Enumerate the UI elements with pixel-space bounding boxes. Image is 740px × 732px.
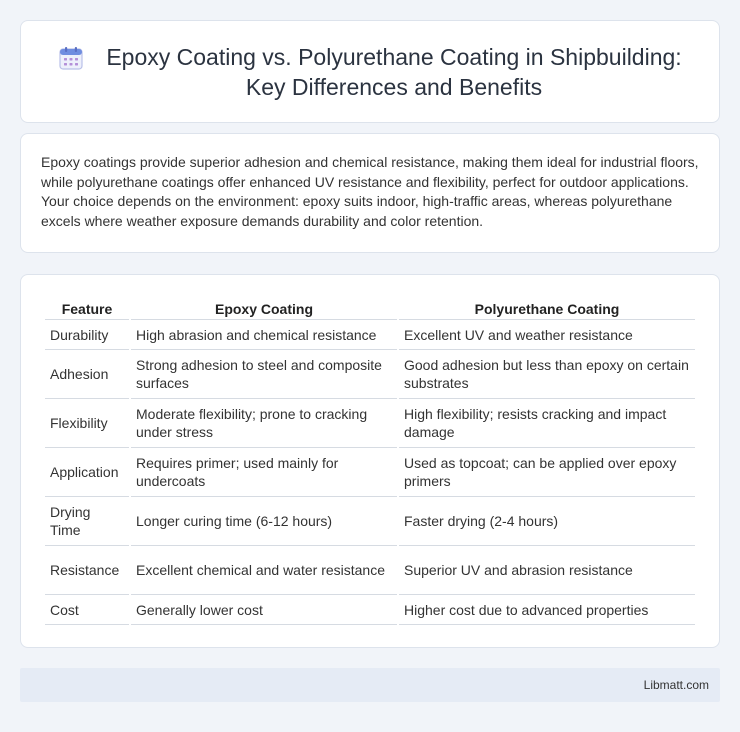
epoxy-cell: Longer curing time (6-12 hours)	[131, 497, 397, 546]
epoxy-cell: Strong adhesion to steel and composite surfaces	[131, 350, 397, 399]
table-row	[45, 595, 695, 625]
polyurethane-cell: Faster drying (2-4 hours)	[399, 497, 695, 546]
title-line-2: Key Differences and Benefits	[245, 73, 543, 100]
table-row	[45, 320, 695, 350]
polyurethane-cell: Used as topcoat; can be applied over epoxy primers	[399, 448, 695, 497]
table-row	[45, 350, 695, 399]
feature-cell: Adhesion	[45, 350, 129, 399]
polyurethane-cell: Higher cost due to advanced properties	[399, 595, 695, 625]
footer-site-link[interactable]: Libmatt.com	[643, 678, 709, 692]
epoxy-cell: Excellent chemical and water resistance	[131, 546, 397, 595]
table-row	[45, 448, 695, 497]
feature-cell: Flexibility	[45, 399, 129, 448]
feature-cell: Durability	[45, 320, 129, 350]
feature-cell: Drying Time	[45, 497, 129, 546]
polyurethane-cell: Good adhesion but less than epoxy on certain substrates	[399, 350, 695, 399]
intro-card	[20, 133, 720, 253]
header-feature: Feature	[45, 295, 129, 320]
polyurethane-cell: High flexibility; resists cracking and impact damage	[399, 399, 695, 448]
epoxy-cell: Requires primer; used mainly for undercoats	[131, 448, 397, 497]
footer-bar	[20, 668, 720, 702]
epoxy-cell: Generally lower cost	[131, 595, 397, 625]
comparison-table	[43, 295, 697, 625]
feature-cell: Application	[45, 448, 129, 497]
feature-cell: Cost	[45, 595, 129, 625]
polyurethane-cell: Superior UV and abrasion resistance	[399, 546, 695, 595]
table-header-row	[45, 295, 695, 320]
header-polyurethane: Polyurethane Coating	[399, 295, 695, 320]
calendar-icon	[58, 45, 84, 71]
feature-cell: Resistance	[45, 546, 129, 595]
epoxy-cell: High abrasion and chemical resistance	[131, 320, 397, 350]
header-epoxy: Epoxy Coating	[131, 295, 397, 320]
table-row	[45, 546, 695, 595]
header-card	[20, 20, 720, 123]
table-row	[45, 399, 695, 448]
comparison-table-card	[20, 274, 720, 648]
epoxy-cell: Moderate flexibility; prone to cracking under stress	[131, 399, 397, 448]
table-row	[45, 497, 695, 546]
page-title	[106, 42, 681, 102]
intro-paragraph: Epoxy coatings provide superior adhesion and chemical resistance, making them ideal for industrial floors, while polyurethane coatings offer enhanced UV resistance and flexibility, perfect for outdoor applications. Your choice depends on the environment: epoxy suits indoor, high-traffic areas, whereas polyurethane excels where weather exposure demands durability and color retention.	[41, 154, 699, 229]
polyurethane-cell: Excellent UV and weather resistance	[399, 320, 695, 350]
title-line-1: Epoxy Coating vs. Polyurethane Coating in Shipbuilding:	[106, 43, 682, 70]
